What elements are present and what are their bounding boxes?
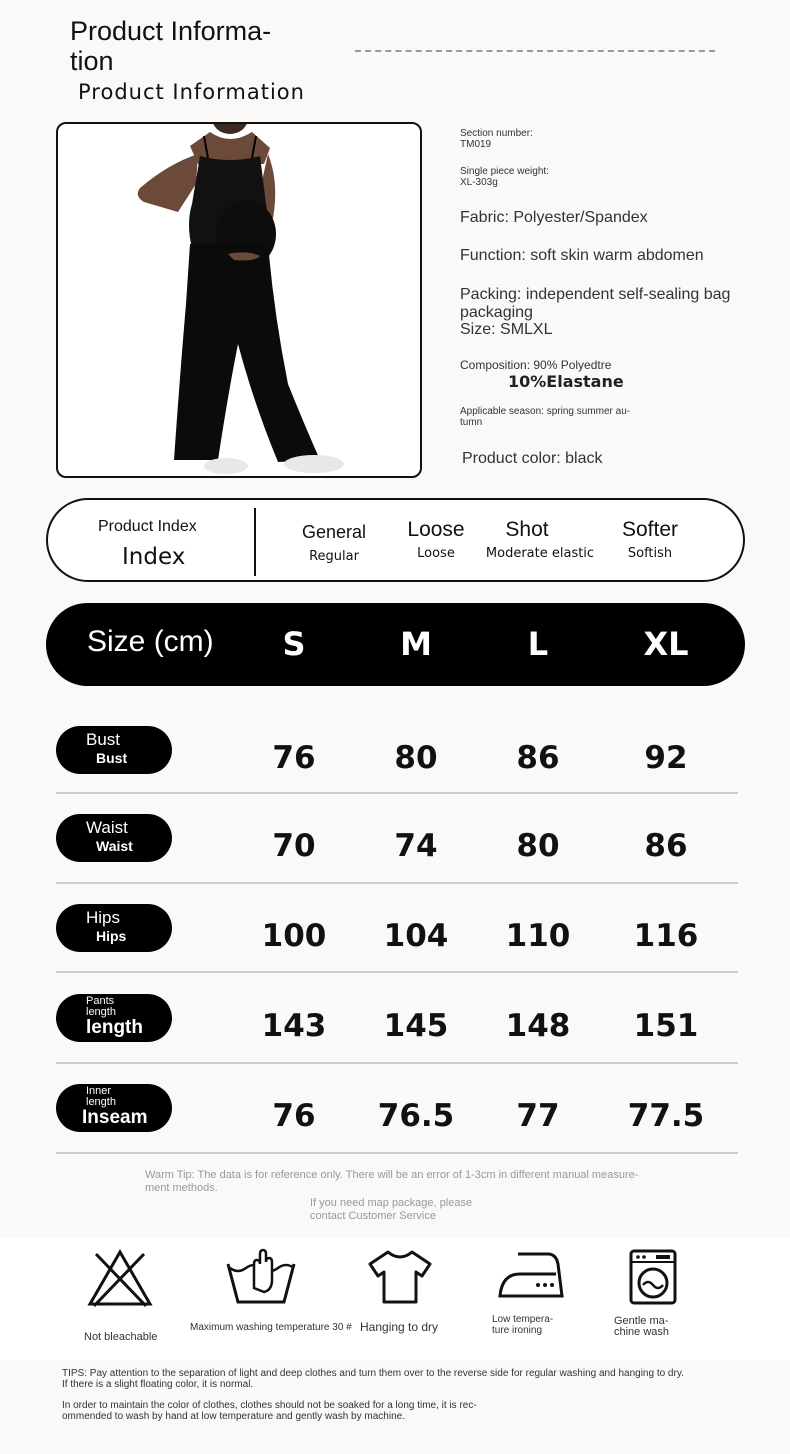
no-bleach-icon [84, 1246, 156, 1310]
header-divider [355, 50, 715, 52]
size-header-bar [46, 603, 745, 686]
care-hand-wash: Maximum washing temperature 30 # [190, 1246, 354, 1333]
index-item-softish: Softer Softish [621, 518, 679, 561]
row-label-pill: Inner length Inseam [56, 1084, 172, 1132]
table-cell: 80 [516, 828, 560, 864]
size-row-hips [56, 904, 738, 994]
row-divider [56, 792, 738, 794]
table-cell: 86 [644, 828, 688, 864]
spec-size: Size: SMLXL [460, 321, 553, 338]
table-cell: 145 [383, 1008, 449, 1044]
care-gentle-wash: Gentle ma- chine wash [614, 1248, 684, 1338]
row-divider [56, 971, 738, 973]
page-subtitle: Product Information [78, 80, 305, 104]
row-label-pill: Hips Hips [56, 904, 172, 952]
table-cell: 148 [505, 1008, 571, 1044]
spec-weight [460, 166, 549, 188]
table-cell: 76 [272, 740, 316, 776]
size-row-pants-length [56, 994, 738, 1084]
spec-fabric: Fabric: Polyester/Spandex [460, 209, 648, 226]
table-cell: 74 [394, 828, 438, 864]
row-divider [56, 1062, 738, 1064]
table-cell: 151 [633, 1008, 699, 1044]
index-item-loose: Loose Loose [407, 518, 465, 561]
spec-season-line1: Applicable season: spring summer au- [460, 406, 631, 417]
table-cell: 77 [516, 1098, 560, 1134]
row-divider [56, 882, 738, 884]
care-instructions [0, 1238, 790, 1360]
spec-season [460, 406, 630, 428]
product-index-panel [46, 498, 745, 582]
row-label-pill: Waist Waist [56, 814, 172, 862]
size-col-m: M [400, 625, 432, 663]
spec-color: Product color: black [462, 450, 603, 467]
hand-wash-icon [224, 1246, 298, 1308]
size-col-l: L [527, 625, 549, 663]
size-header-label: Size (cm) [87, 625, 214, 658]
table-cell: 70 [272, 828, 316, 864]
size-col-s: S [282, 625, 306, 663]
row-label-pill: Pants length length [56, 994, 172, 1042]
table-cell: 77.5 [627, 1098, 705, 1134]
table-cell: 110 [505, 918, 571, 954]
spec-packing: Packing: independent self-sealing bag packaging [460, 286, 731, 321]
hang-dry-icon [368, 1248, 432, 1306]
table-cell: 76 [272, 1098, 316, 1134]
contact-tip: If you need map package, please contact Customer Service [310, 1197, 473, 1222]
spec-section [460, 128, 533, 150]
spec-section-value: TM019 [460, 139, 492, 150]
spec-season-line2: tumn [460, 417, 483, 428]
size-row-inseam [56, 1084, 738, 1174]
spec-section-label: Section number: [460, 128, 533, 139]
spec-function: Function: soft skin warm abdomen [460, 247, 704, 264]
index-label: Product Index [98, 518, 197, 535]
warm-tip: Warm Tip: The data is for reference only. There will be an error of 1-3cm in different manual measure- ment methods. [145, 1169, 639, 1194]
footer-tip-2: In order to maintain the color of clothes, clothes should not be soaked for a long time, it is rec- ommended to wash by hand at low temperature and gently wash by machine. [62, 1400, 477, 1422]
product-photo [56, 122, 422, 478]
size-row-bust [56, 726, 738, 816]
gentle-machine-wash-icon [628, 1248, 678, 1306]
table-cell: 92 [644, 740, 688, 776]
care-low-iron: Low tempera- ture ironing [492, 1248, 572, 1336]
table-cell: 143 [261, 1008, 327, 1044]
index-item-regular: General Regular [301, 522, 367, 564]
page-title: Product Informa- tion [70, 16, 272, 76]
table-cell: 76.5 [377, 1098, 455, 1134]
index-divider [254, 508, 256, 576]
table-cell: 100 [261, 918, 327, 954]
table-cell: 104 [383, 918, 449, 954]
table-cell: 116 [633, 918, 699, 954]
footer-tip-1: TIPS: Pay attention to the separation of light and deep clothes and turn them over to the reverse side for regular washing and hanging to dry. If there is a slight floating color, it is normal. [62, 1368, 684, 1390]
table-cell: 80 [394, 740, 438, 776]
spec-composition-text: Composition: 90% Polyedtre [460, 358, 612, 372]
row-divider [56, 1152, 738, 1154]
size-row-waist [56, 814, 738, 904]
care-no-bleach: Not bleachable [84, 1246, 157, 1343]
index-item-elastic: Shot Moderate elastic [485, 518, 595, 561]
row-label-pill: Bust Bust [56, 726, 172, 774]
spec-composition-extra: 10%Elastane [508, 372, 624, 391]
spec-composition [460, 358, 624, 391]
iron-low-icon [498, 1248, 564, 1304]
table-cell: 86 [516, 740, 560, 776]
spec-weight-value: XL-303g [460, 177, 498, 188]
spec-weight-label: Single piece weight: [460, 166, 549, 177]
model-silhouette-image [58, 124, 422, 478]
size-col-xl: XL [643, 625, 689, 663]
index-label-big: Index [122, 544, 186, 570]
care-hang-dry: Hanging to dry [360, 1248, 438, 1333]
